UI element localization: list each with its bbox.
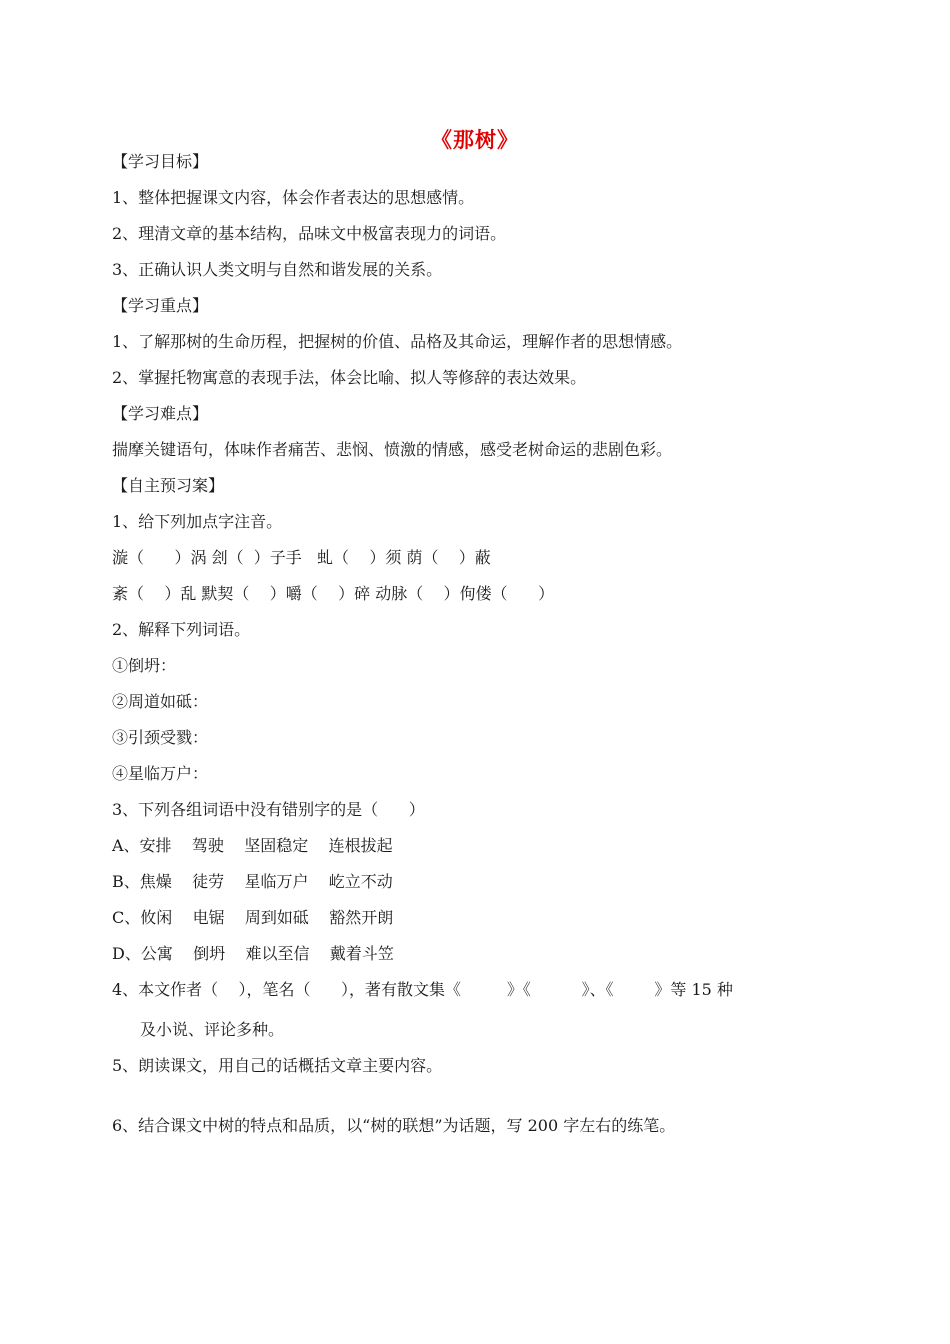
question-3-option-b: B、焦燥 徒劳 星临万户 屹立不动: [112, 872, 393, 891]
question-2-term-1: ①倒坍：: [112, 656, 177, 675]
section-heading-difficulties: 【学习难点】: [112, 404, 209, 423]
question-3-prompt: 3、下列各组词语中没有错别字的是（ ）: [112, 800, 425, 819]
difficulty-text: 揣摩关键语句，体味作者痛苦、悲悯、愤激的情感，感受老树命运的悲剧色彩。: [112, 440, 673, 459]
question-1-line-1: 漩（ ）涡 刽（ ）子手 虬（ ）须 荫（ ）蔽: [112, 548, 491, 567]
goal-item-3: 3、正确认识人类文明与自然和谐发展的关系。: [112, 260, 443, 279]
question-3-option-a: A、安排 驾驶 坚固稳定 连根拔起: [112, 836, 393, 855]
key-point-item-1: 1、了解那树的生命历程，把握树的价值、品格及其命运，理解作者的思想情感。: [112, 332, 683, 351]
question-6: 6、结合课文中树的特点和品质，以“树的联想”为话题，写 200 字左右的练笔。: [112, 1116, 676, 1135]
question-2-term-2: ②周道如砥：: [112, 692, 209, 711]
question-4-line-1: 4、本文作者（ ），笔名（ ），著有散文集《 》《 》、《 》等 15 种: [112, 980, 733, 999]
goal-item-1: 1、整体把握课文内容，体会作者表达的思想感情。: [112, 188, 475, 207]
question-1-prompt: 1、给下列加点字注音。: [112, 512, 283, 531]
document-title: 《那树》: [431, 127, 519, 152]
question-2-prompt: 2、解释下列词语。: [112, 620, 251, 639]
question-1-line-2: 紊（ ）乱 默契（ ）嚼（ ）碎 动脉（ ）佝偻（ ）: [112, 584, 555, 603]
question-3-option-d: D、公寓 倒坍 难以至信 戴着斗笠: [112, 944, 394, 963]
question-5: 5、朗读课文，用自己的话概括文章主要内容。: [112, 1056, 443, 1075]
section-heading-preview: 【自主预习案】: [112, 476, 225, 495]
goal-item-2: 2、理清文章的基本结构，品味文中极富表现力的词语。: [112, 224, 507, 243]
key-point-item-2: 2、掌握托物寓意的表现手法，体会比喻、拟人等修辞的表达效果。: [112, 368, 587, 387]
question-3-option-c: C、攸闲 电锯 周到如砥 豁然开朗: [112, 908, 394, 927]
question-2-term-4: ④星临万户：: [112, 764, 209, 783]
section-heading-key-points: 【学习重点】: [112, 296, 209, 315]
section-heading-goals: 【学习目标】: [112, 152, 209, 171]
question-4-line-2: 及小说、评论多种。: [140, 1020, 285, 1039]
question-2-term-3: ③引颈受戮：: [112, 728, 209, 747]
